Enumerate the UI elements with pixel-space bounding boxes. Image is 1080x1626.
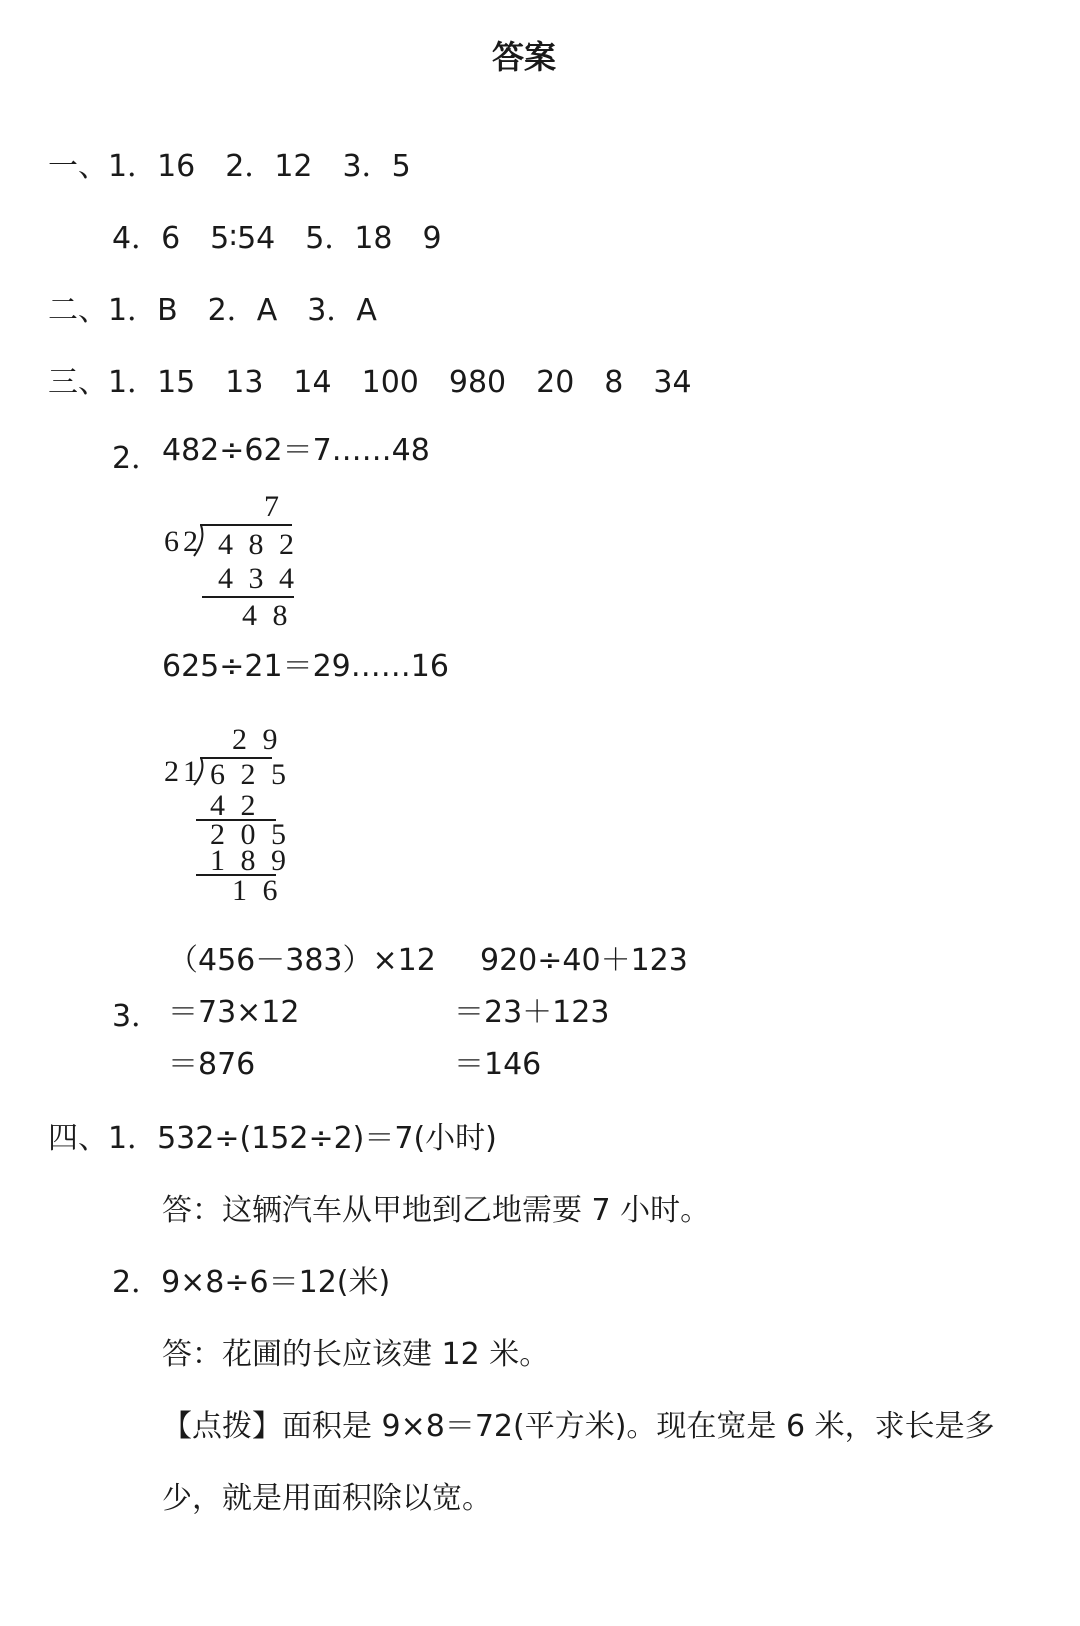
- section-2-line-1: 二、1．B 2．A 3．A: [48, 293, 377, 328]
- division-1-vinculum: [200, 524, 292, 526]
- section-3-line-1: 三、1．15 13 14 100 980 20 8 34: [48, 365, 692, 400]
- hint-line-2: 少，就是用面积除以宽。: [162, 1481, 492, 1516]
- hint-line-1: 【点拨】面积是 9×8＝72(平方米)。现在宽是 6 米，求长是多: [162, 1409, 995, 1444]
- question-3-left-line-1: （456－383）×12: [168, 943, 436, 978]
- division-2-product-2: 1 8 9: [210, 844, 290, 877]
- division-1-dividend: 4 8 2: [218, 528, 298, 561]
- question-3-label: 3．: [112, 999, 162, 1034]
- division-equation-1: 482÷62＝7……48: [162, 433, 430, 468]
- division-1-remainder: 4 8: [242, 599, 292, 632]
- section-4-answer-2: 答：花圃的长应该建 12 米。: [162, 1337, 550, 1372]
- division-1-divisor: 62: [164, 525, 202, 558]
- division-equation-2: 625÷21＝29……16: [162, 649, 449, 684]
- section-4-answer-1: 答：这辆汽车从甲地到乙地需要 7 小时。: [162, 1193, 711, 1228]
- division-1-quotient: 7: [264, 490, 283, 523]
- page-title: 答案: [492, 38, 557, 76]
- division-2-quotient: 2 9: [232, 723, 282, 756]
- division-1-subtraction-line: [202, 596, 294, 598]
- section-1-line-1: 一、1．16 2．12 3．5: [48, 149, 411, 184]
- division-2-remainder: 1 6: [232, 874, 282, 907]
- question-3-right-line-1: 920÷40＋123: [480, 943, 688, 978]
- division-2-step: 2 0 5: [210, 818, 290, 851]
- section-1-line-2: 4．6 5∶54 5．18 9: [112, 221, 442, 256]
- question-3-right-line-2: ＝23＋123: [454, 995, 610, 1030]
- question-3-left-line-3: ＝876: [168, 1047, 256, 1082]
- section-4-line-2: 2．9×8÷6＝12(米): [112, 1265, 391, 1300]
- division-2-divisor: 21: [164, 755, 202, 788]
- division-1-product: 4 3 4: [218, 562, 298, 595]
- division-2-dividend: 6 2 5: [210, 758, 290, 791]
- section-4-line-1: 四、1．532÷(152÷2)＝7(小时): [48, 1121, 497, 1156]
- question-2-label: 2．: [112, 441, 162, 476]
- question-3-left-line-2: ＝73×12: [168, 995, 300, 1030]
- question-3-right-line-3: ＝146: [454, 1047, 542, 1082]
- division-2-product-1: 4 2: [210, 789, 260, 822]
